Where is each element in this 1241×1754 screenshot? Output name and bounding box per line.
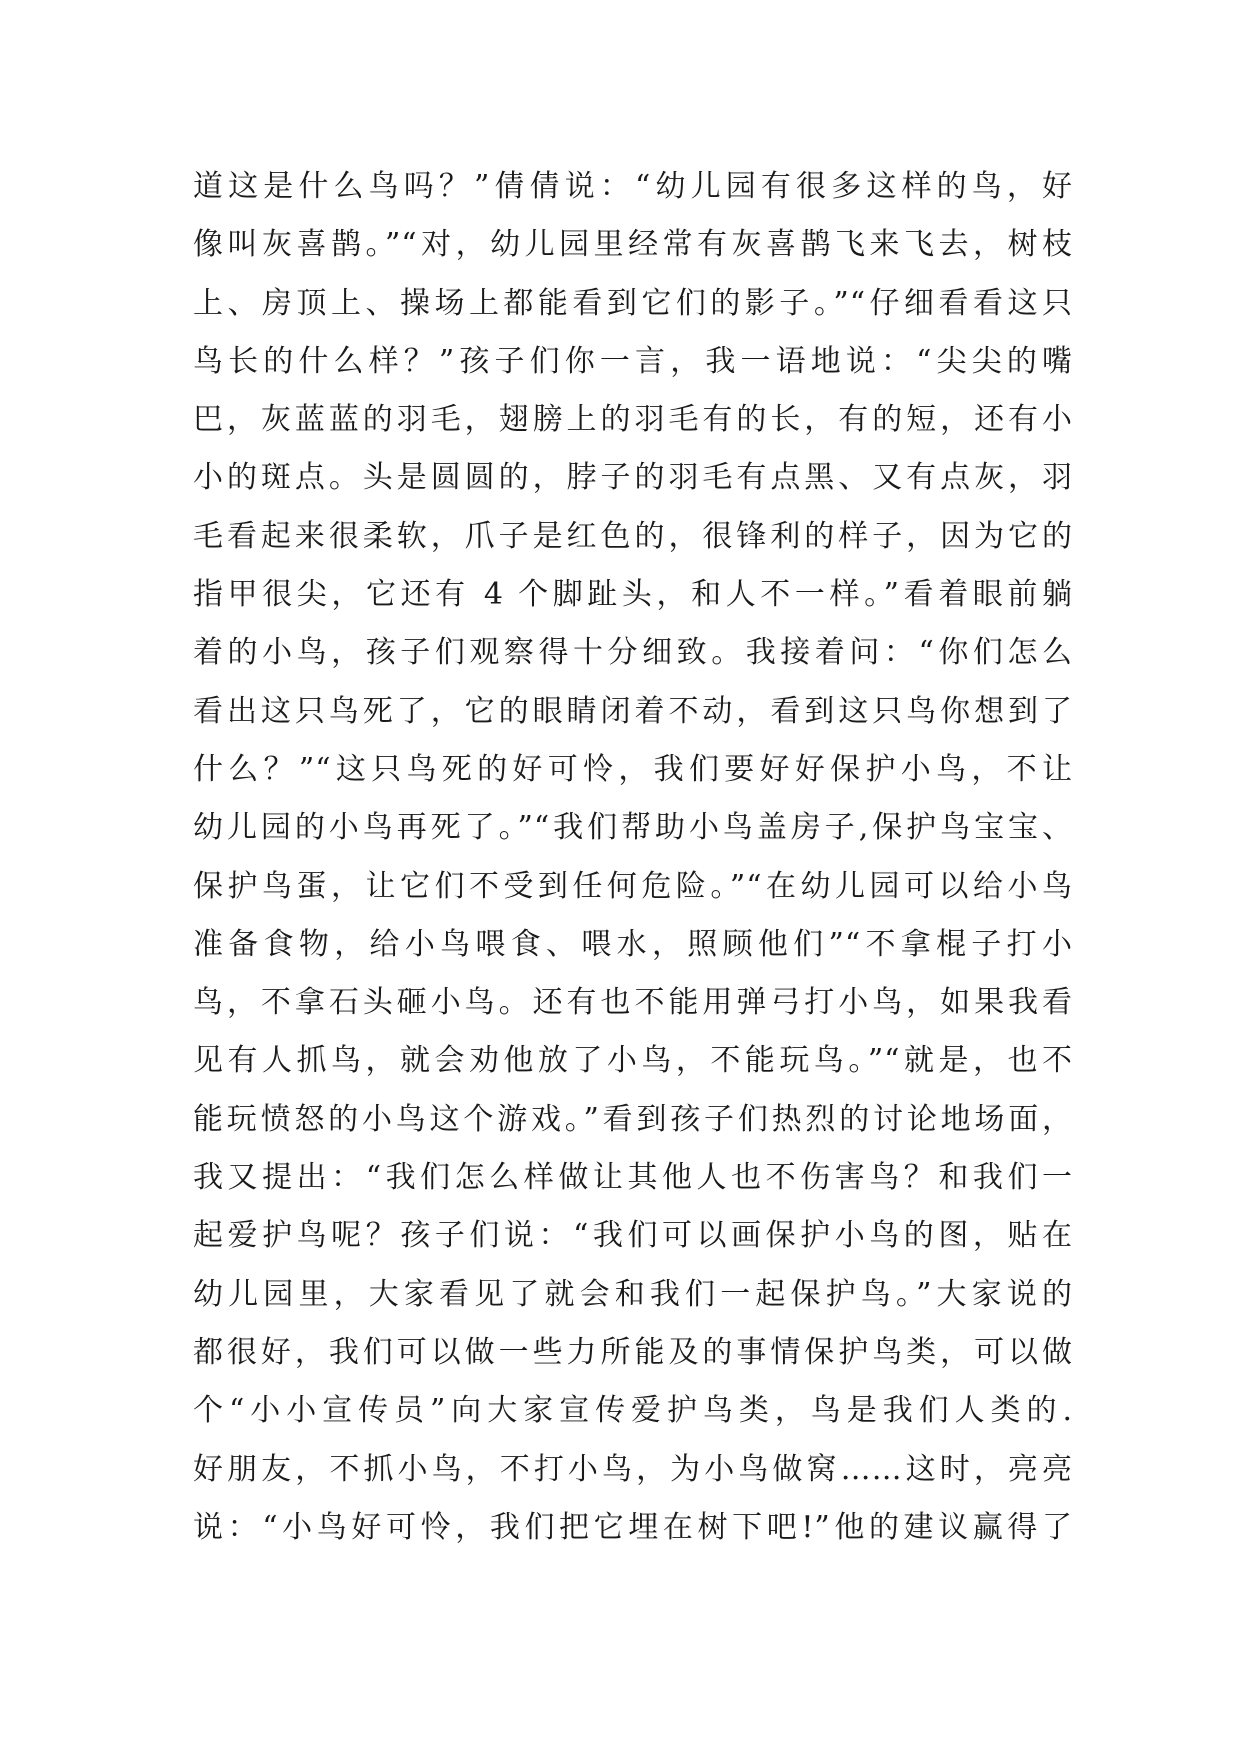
text-line: 小的斑点。头是圆圆的，脖子的羽毛有点黑、又有点灰，羽: [193, 460, 1073, 496]
text-line: 好朋友，不抓小鸟，不打小鸟，为小鸟做窝……这时，亮亮: [193, 1451, 1073, 1487]
text-line: 都很好，我们可以做一些力所能及的事情保护鸟类，可以做: [193, 1334, 1073, 1370]
text-line: 幼儿园的小鸟再死了。”“我们帮助小鸟盖房子,保护鸟宝宝、: [193, 810, 1073, 846]
text-line: 着的小鸟，孩子们观察得十分细致。我接着问：“你们怎么: [193, 635, 1073, 671]
text-line: 幼儿园里，大家看见了就会和我们一起保护鸟。”大家说的: [193, 1276, 1073, 1312]
text-line: 鸟，不拿石头砸小鸟。还有也不能用弹弓打小鸟，如果我看: [193, 985, 1073, 1021]
text-line: 见有人抓鸟，就会劝他放了小鸟，不能玩鸟。”“就是，也不: [193, 1043, 1073, 1079]
text-line: 起爱护鸟呢？孩子们说：“我们可以画保护小鸟的图，贴在: [193, 1218, 1073, 1254]
text-line: 像叫灰喜鹊。”“对，幼儿园里经常有灰喜鹊飞来飞去，树枝: [193, 227, 1073, 263]
text-line: 看出这只鸟死了，它的眼睛闭着不动，看到这只鸟你想到了: [193, 693, 1073, 729]
text-line: 指甲很尖，它还有 4 个脚趾头，和人不一样。”看着眼前躺: [193, 577, 1073, 613]
text-line: 道这是什么鸟吗？”倩倩说：“幼儿园有很多这样的鸟，好: [193, 169, 1073, 204]
text-line: 能玩愤怒的小鸟这个游戏。”看到孩子们热烈的讨论地场面，: [193, 1101, 1073, 1137]
text-line: 我又提出：“我们怎么样做让其他人也不伤害鸟？和我们一: [193, 1160, 1073, 1196]
text-line: 巴，灰蓝蓝的羽毛，翅膀上的羽毛有的长，有的短，还有小: [193, 402, 1073, 438]
text-line: 毛看起来很柔软，爪子是红色的，很锋利的样子，因为它的: [193, 518, 1073, 554]
body-text: [193, 158, 1073, 1557]
text-line: 什么？”“这只鸟死的好可怜，我们要好好保护小鸟，不让: [193, 751, 1073, 787]
text-line: 保护鸟蛋，让它们不受到任何危险。”“在幼儿园可以给小鸟: [193, 868, 1073, 904]
text-line: 准备食物，给小鸟喂食、喂水，照顾他们”“不拿棍子打小: [193, 926, 1073, 962]
text-line: 说：“小鸟好可怜，我们把它埋在树下吧!”他的建议赢得了: [193, 1509, 1073, 1545]
text-line: 鸟长的什么样？”孩子们你一言，我一语地说：“尖尖的嘴: [193, 343, 1073, 379]
text-line: 上、房顶上、操场上都能看到它们的影子。”“仔细看看这只: [193, 285, 1073, 321]
text-line: 个“小小宣传员”向大家宣传爱护鸟类，鸟是我们人类的.: [193, 1393, 1073, 1429]
